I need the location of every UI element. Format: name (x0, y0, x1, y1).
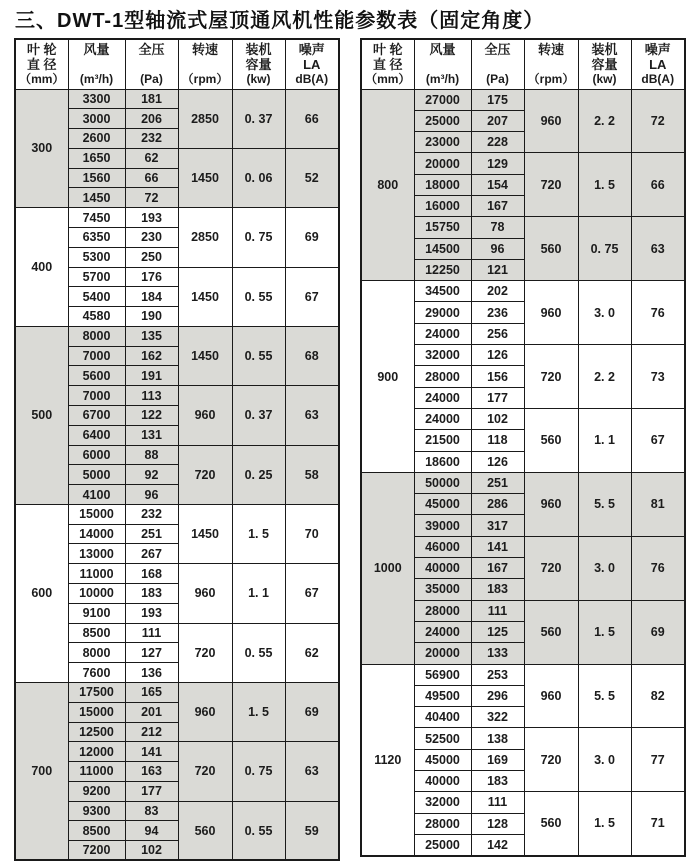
rpm-cell: 1450 (178, 326, 232, 385)
airflow-cell: 28000 (414, 813, 471, 834)
pressure-cell: 154 (471, 174, 524, 195)
pressure-cell: 102 (125, 841, 178, 861)
diameter-cell: 400 (15, 208, 68, 327)
airflow-cell: 14500 (414, 238, 471, 259)
pressure-cell: 296 (471, 685, 524, 706)
airflow-cell: 6700 (68, 406, 125, 426)
noise-cell: 63 (631, 217, 685, 281)
capacity-cell: 1. 1 (578, 408, 631, 472)
pressure-cell: 128 (471, 813, 524, 834)
airflow-cell: 4100 (68, 485, 125, 505)
capacity-cell: 1. 5 (232, 682, 285, 741)
noise-cell: 63 (285, 386, 339, 445)
rpm-cell: 720 (524, 153, 578, 217)
airflow-cell: 12250 (414, 259, 471, 280)
airflow-cell: 24000 (414, 621, 471, 642)
rpm-cell: 960 (178, 682, 232, 741)
rpm-cell: 960 (524, 89, 578, 153)
airflow-cell: 25000 (414, 110, 471, 131)
airflow-cell: 45000 (414, 494, 471, 515)
airflow-cell: 11000 (68, 762, 125, 782)
capacity-cell: 0. 37 (232, 89, 285, 148)
pressure-cell: 96 (471, 238, 524, 259)
table-row (15, 504, 339, 524)
pressure-cell: 193 (125, 603, 178, 623)
airflow-cell: 56900 (414, 664, 471, 685)
noise-cell: 67 (285, 564, 339, 623)
noise-cell: 76 (631, 536, 685, 600)
rpm-cell: 1450 (178, 148, 232, 207)
airflow-cell: 8000 (68, 326, 125, 346)
airflow-cell: 2600 (68, 129, 125, 149)
pressure-cell: 183 (471, 579, 524, 600)
airflow-cell: 1650 (68, 148, 125, 168)
rpm-cell: 720 (178, 623, 232, 682)
pressure-cell: 176 (125, 267, 178, 287)
right-table (360, 38, 686, 857)
diameter-cell: 800 (361, 89, 414, 281)
airflow-cell: 32000 (414, 792, 471, 813)
pressure-cell: 286 (471, 494, 524, 515)
pressure-cell: 184 (125, 287, 178, 307)
pressure-cell: 177 (125, 781, 178, 801)
pressure-cell: 102 (471, 408, 524, 429)
noise-cell: 69 (631, 600, 685, 664)
pressure-cell: 163 (125, 762, 178, 782)
capacity-cell: 0. 55 (232, 623, 285, 682)
pressure-cell: 232 (125, 504, 178, 524)
table-row (361, 89, 685, 110)
airflow-cell: 40000 (414, 771, 471, 792)
header-cell-total-pressure: 全压 (Pa) (125, 39, 178, 89)
noise-cell: 70 (285, 504, 339, 563)
airflow-cell: 6400 (68, 425, 125, 445)
capacity-cell: 1. 1 (232, 564, 285, 623)
pressure-cell: 212 (125, 722, 178, 742)
capacity-cell: 5. 5 (578, 664, 631, 728)
airflow-cell: 28000 (414, 600, 471, 621)
rpm-cell: 1450 (178, 267, 232, 326)
noise-cell: 73 (631, 345, 685, 409)
table-row (15, 89, 339, 109)
pressure-cell: 168 (125, 564, 178, 584)
airflow-cell: 9300 (68, 801, 125, 821)
rpm-cell: 560 (178, 801, 232, 860)
pressure-cell: 201 (125, 702, 178, 722)
pressure-cell: 131 (125, 425, 178, 445)
pressure-cell: 162 (125, 346, 178, 366)
airflow-cell: 6000 (68, 445, 125, 465)
header-cell-air-volume: 风量 (m³/h) (68, 39, 125, 89)
table-row (361, 472, 685, 493)
pressure-cell: 253 (471, 664, 524, 685)
rpm-cell: 720 (524, 345, 578, 409)
capacity-cell: 0. 75 (232, 742, 285, 801)
diameter-cell: 600 (15, 504, 68, 682)
pressure-cell: 169 (471, 749, 524, 770)
pressure-cell: 72 (125, 188, 178, 208)
noise-cell: 77 (631, 728, 685, 792)
pressure-cell: 230 (125, 227, 178, 247)
pressure-cell: 141 (471, 536, 524, 557)
pressure-cell: 207 (471, 110, 524, 131)
pressure-cell: 136 (125, 663, 178, 683)
capacity-cell: 0. 55 (232, 326, 285, 385)
pressure-cell: 183 (125, 584, 178, 604)
capacity-cell: 2. 2 (578, 345, 631, 409)
pressure-cell: 167 (471, 195, 524, 216)
pressure-cell: 88 (125, 445, 178, 465)
airflow-cell: 21500 (414, 430, 471, 451)
pressure-cell: 142 (471, 834, 524, 855)
capacity-cell: 0. 55 (232, 801, 285, 860)
airflow-cell: 20000 (414, 643, 471, 664)
airflow-cell: 7200 (68, 841, 125, 861)
airflow-cell: 9100 (68, 603, 125, 623)
pressure-cell: 181 (125, 89, 178, 109)
header-cell-impeller-diameter: 叶 轮 直 径 （mm） (15, 39, 68, 89)
noise-cell: 58 (285, 445, 339, 504)
noise-cell: 68 (285, 326, 339, 385)
noise-cell: 67 (631, 408, 685, 472)
airflow-cell: 32000 (414, 345, 471, 366)
pressure-cell: 138 (471, 728, 524, 749)
rpm-cell: 2850 (178, 208, 232, 267)
pressure-cell: 267 (125, 544, 178, 564)
diameter-cell: 500 (15, 326, 68, 504)
airflow-cell: 3000 (68, 109, 125, 129)
airflow-cell: 7600 (68, 663, 125, 683)
noise-cell: 59 (285, 801, 339, 860)
pressure-cell: 125 (471, 621, 524, 642)
capacity-cell: 5. 5 (578, 472, 631, 536)
diameter-cell: 300 (15, 89, 68, 208)
pressure-cell: 118 (471, 430, 524, 451)
noise-cell: 82 (631, 664, 685, 728)
header-cell-installed-capacity: 装机 容量 (kw) (578, 39, 631, 89)
capacity-cell: 0. 75 (232, 208, 285, 267)
noise-cell: 66 (285, 89, 339, 148)
rpm-cell: 960 (524, 281, 578, 345)
airflow-cell: 35000 (414, 579, 471, 600)
header-cell-installed-capacity: 装机 容量 (kw) (232, 39, 285, 89)
header-cell-noise: 噪声 LA dB(A) (631, 39, 685, 89)
capacity-cell: 0. 25 (232, 445, 285, 504)
table-row (15, 208, 339, 228)
pressure-cell: 251 (125, 524, 178, 544)
airflow-cell: 16000 (414, 195, 471, 216)
rpm-cell: 720 (524, 536, 578, 600)
pressure-cell: 206 (125, 109, 178, 129)
rpm-cell: 720 (178, 742, 232, 801)
noise-cell: 71 (631, 792, 685, 856)
airflow-cell: 9200 (68, 781, 125, 801)
header-cell-rotation-speed: 转速 （rpm） (524, 39, 578, 89)
capacity-cell: 3. 0 (578, 536, 631, 600)
header-cell-noise: 噪声 LA dB(A) (285, 39, 339, 89)
airflow-cell: 15000 (68, 504, 125, 524)
pressure-cell: 228 (471, 132, 524, 153)
capacity-cell: 2. 2 (578, 89, 631, 153)
pressure-cell: 92 (125, 465, 178, 485)
airflow-cell: 8000 (68, 643, 125, 663)
pressure-cell: 167 (471, 558, 524, 579)
capacity-cell: 0. 37 (232, 386, 285, 445)
pressure-cell: 126 (471, 451, 524, 472)
pressure-cell: 322 (471, 707, 524, 728)
airflow-cell: 18000 (414, 174, 471, 195)
pressure-cell: 183 (471, 771, 524, 792)
airflow-cell: 12500 (68, 722, 125, 742)
airflow-cell: 50000 (414, 472, 471, 493)
rpm-cell: 960 (524, 664, 578, 728)
airflow-cell: 10000 (68, 584, 125, 604)
rpm-cell: 560 (524, 408, 578, 472)
noise-cell: 72 (631, 89, 685, 153)
pressure-cell: 251 (471, 472, 524, 493)
pressure-cell: 256 (471, 323, 524, 344)
table-row (361, 664, 685, 685)
pressure-cell: 62 (125, 148, 178, 168)
airflow-cell: 5000 (68, 465, 125, 485)
capacity-cell: 1. 5 (578, 600, 631, 664)
airflow-cell: 40400 (414, 707, 471, 728)
capacity-cell: 1. 5 (578, 792, 631, 856)
noise-cell: 69 (285, 682, 339, 741)
rpm-cell: 2850 (178, 89, 232, 148)
pressure-cell: 129 (471, 153, 524, 174)
pressure-cell: 317 (471, 515, 524, 536)
noise-cell: 66 (631, 153, 685, 217)
pressure-cell: 121 (471, 259, 524, 280)
airflow-cell: 25000 (414, 834, 471, 855)
airflow-cell: 7000 (68, 346, 125, 366)
diameter-cell: 1120 (361, 664, 414, 856)
pressure-cell: 232 (125, 129, 178, 149)
noise-cell: 62 (285, 623, 339, 682)
airflow-cell: 1560 (68, 168, 125, 188)
pressure-cell: 141 (125, 742, 178, 762)
airflow-cell: 7000 (68, 386, 125, 406)
airflow-cell: 24000 (414, 408, 471, 429)
airflow-cell: 20000 (414, 153, 471, 174)
airflow-cell: 23000 (414, 132, 471, 153)
noise-cell: 76 (631, 281, 685, 345)
airflow-cell: 24000 (414, 323, 471, 344)
airflow-cell: 8500 (68, 623, 125, 643)
airflow-cell: 15750 (414, 217, 471, 238)
table-row (361, 281, 685, 302)
airflow-cell: 8500 (68, 821, 125, 841)
header-cell-impeller-diameter: 叶 轮 直 径 （mm） (361, 39, 414, 89)
airflow-cell: 40000 (414, 558, 471, 579)
pressure-cell: 66 (125, 168, 178, 188)
diameter-cell: 1000 (361, 472, 414, 664)
table-row (15, 326, 339, 346)
airflow-cell: 5300 (68, 247, 125, 267)
pressure-cell: 190 (125, 307, 178, 327)
pressure-cell: 111 (471, 600, 524, 621)
rpm-cell: 560 (524, 600, 578, 664)
pressure-cell: 156 (471, 366, 524, 387)
noise-cell: 63 (285, 742, 339, 801)
airflow-cell: 5400 (68, 287, 125, 307)
rpm-cell: 960 (178, 564, 232, 623)
capacity-cell: 3. 0 (578, 728, 631, 792)
airflow-cell: 45000 (414, 749, 471, 770)
pressure-cell: 202 (471, 281, 524, 302)
airflow-cell: 49500 (414, 685, 471, 706)
pressure-cell: 111 (125, 623, 178, 643)
airflow-cell: 14000 (68, 524, 125, 544)
airflow-cell: 3300 (68, 89, 125, 109)
noise-cell: 52 (285, 148, 339, 207)
rpm-cell: 560 (524, 217, 578, 281)
airflow-cell: 39000 (414, 515, 471, 536)
pressure-cell: 133 (471, 643, 524, 664)
header-cell-rotation-speed: 转速 （rpm） (178, 39, 232, 89)
capacity-cell: 3. 0 (578, 281, 631, 345)
pressure-cell: 122 (125, 406, 178, 426)
capacity-cell: 1. 5 (578, 153, 631, 217)
header-cell-total-pressure: 全压 (Pa) (471, 39, 524, 89)
airflow-cell: 46000 (414, 536, 471, 557)
airflow-cell: 5700 (68, 267, 125, 287)
airflow-cell: 29000 (414, 302, 471, 323)
capacity-cell: 1. 5 (232, 504, 285, 563)
airflow-cell: 7450 (68, 208, 125, 228)
airflow-cell: 34500 (414, 281, 471, 302)
header-cell-air-volume: 风量 (m³/h) (414, 39, 471, 89)
pressure-cell: 127 (125, 643, 178, 663)
diameter-cell: 900 (361, 281, 414, 473)
rpm-cell: 960 (524, 472, 578, 536)
pressure-cell: 175 (471, 89, 524, 110)
airflow-cell: 18600 (414, 451, 471, 472)
pressure-cell: 236 (471, 302, 524, 323)
airflow-cell: 6350 (68, 227, 125, 247)
airflow-cell: 5600 (68, 366, 125, 386)
rpm-cell: 1450 (178, 504, 232, 563)
airflow-cell: 15000 (68, 702, 125, 722)
pressure-cell: 165 (125, 682, 178, 702)
capacity-cell: 0. 06 (232, 148, 285, 207)
diameter-cell: 700 (15, 682, 68, 860)
pressure-cell: 96 (125, 485, 178, 505)
capacity-cell: 0. 75 (578, 217, 631, 281)
airflow-cell: 52500 (414, 728, 471, 749)
rpm-cell: 960 (178, 386, 232, 445)
pressure-cell: 191 (125, 366, 178, 386)
pressure-cell: 135 (125, 326, 178, 346)
pressure-cell: 250 (125, 247, 178, 267)
capacity-cell: 0. 55 (232, 267, 285, 326)
noise-cell: 81 (631, 472, 685, 536)
pressure-cell: 94 (125, 821, 178, 841)
airflow-cell: 24000 (414, 387, 471, 408)
airflow-cell: 27000 (414, 89, 471, 110)
table-row (15, 682, 339, 702)
left-table (14, 38, 340, 861)
rpm-cell: 560 (524, 792, 578, 856)
rpm-cell: 720 (178, 445, 232, 504)
airflow-cell: 11000 (68, 564, 125, 584)
pressure-cell: 177 (471, 387, 524, 408)
pressure-cell: 113 (125, 386, 178, 406)
airflow-cell: 1450 (68, 188, 125, 208)
airflow-cell: 4580 (68, 307, 125, 327)
noise-cell: 67 (285, 267, 339, 326)
airflow-cell: 28000 (414, 366, 471, 387)
noise-cell: 69 (285, 208, 339, 267)
pressure-cell: 83 (125, 801, 178, 821)
pressure-cell: 78 (471, 217, 524, 238)
pressure-cell: 111 (471, 792, 524, 813)
page-title: 三、DWT-1型轴流式屋顶通风机性能参数表（固定角度） (15, 10, 545, 32)
airflow-cell: 17500 (68, 682, 125, 702)
airflow-cell: 12000 (68, 742, 125, 762)
pressure-cell: 126 (471, 345, 524, 366)
pressure-cell: 193 (125, 208, 178, 228)
rpm-cell: 720 (524, 728, 578, 792)
airflow-cell: 13000 (68, 544, 125, 564)
